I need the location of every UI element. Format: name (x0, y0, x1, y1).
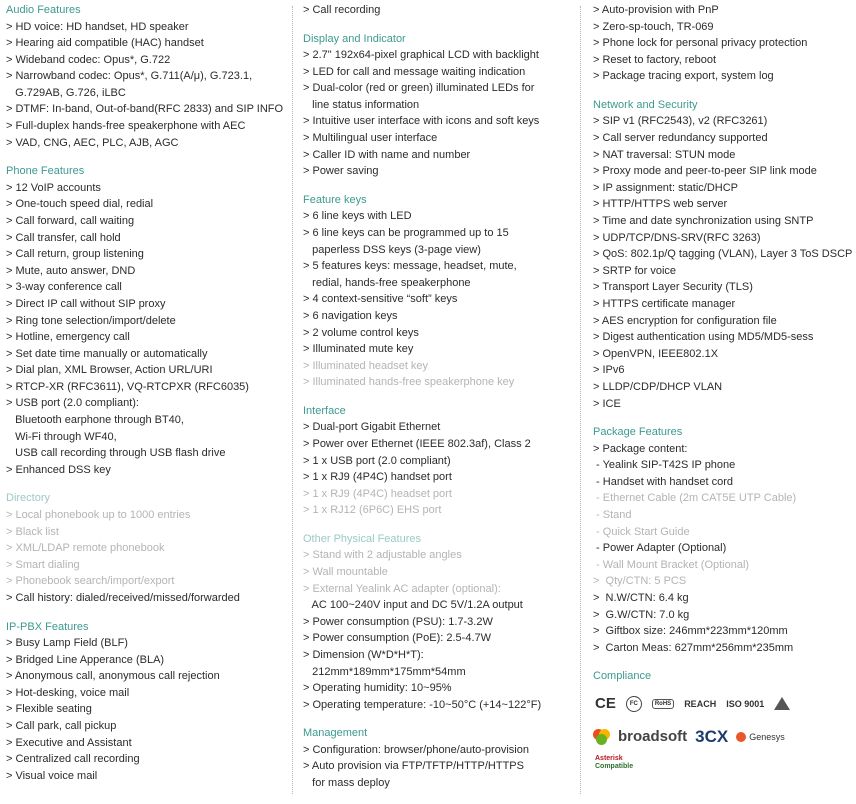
spec-item: > AES encryption for configuration file (593, 314, 777, 327)
spec-item: > Call forward, call waiting (6, 214, 135, 227)
section-heading: Other Physical Features (303, 532, 421, 545)
spec-item: > Multilingual user interface (303, 132, 438, 145)
spec-item: > HTTPS certificate manager (593, 298, 736, 310)
spec-item: > Direct IP call without SIP proxy (6, 297, 166, 310)
asterisk-wordmark: Asterisk (595, 754, 623, 762)
spec-item: > Giftbox size: 246mm*223mm*120mm (593, 625, 788, 638)
spec-item: > Time and date synchronization using SNTP (593, 215, 814, 228)
spec-item: > Phone lock for personal privacy protection (593, 37, 808, 50)
spec-item: > Centralized call recording (6, 753, 140, 766)
spec-item: > Wall mountable (303, 566, 388, 579)
section-phone-features (6, 163, 291, 478)
spec-item: > RTCP-XR (RFC3611), VQ-RTCPXR (RFC6035) (6, 380, 249, 393)
spec-item: > Visual voice mail (6, 769, 98, 782)
spec-item: > Call return, group listening (6, 248, 144, 261)
spec-item: Wi-Fi through WF40, (6, 430, 117, 443)
spec-item: > Phonebook search/import/export (6, 575, 175, 588)
asterisk-compatible-logo (595, 755, 855, 771)
section-heading: Interface (303, 404, 346, 417)
spec-list (593, 441, 855, 657)
spec-list (593, 113, 855, 412)
spec-item: > 6 navigation keys (303, 309, 398, 322)
spec-item: > Hotline, emergency call (6, 331, 130, 344)
spec-item: > Illuminated headset key (303, 359, 429, 372)
broadsoft-mark-icon (593, 729, 615, 745)
spec-item: > Configuration: browser/phone/auto-provision (303, 743, 529, 756)
spec-list (6, 180, 291, 479)
spec-item: > OpenVPN, IEEE802.1X (593, 347, 719, 360)
spec-item: > Auto-provision with PnP (593, 4, 719, 16)
spec-item: > Mute, auto answer, DND (6, 264, 136, 277)
spec-item: > 1 x RJ9 (4P4C) headset port (303, 487, 452, 500)
genesys-wordmark: Genesys (749, 731, 785, 742)
spec-item: > NAT traversal: STUN mode (593, 148, 736, 161)
spec-item: > Proxy mode and peer-to-peer SIP link mode (593, 165, 817, 178)
spec-item: > Package content: (593, 442, 688, 455)
spec-item: - Ethernet Cable (2m CAT5E UTP Cable) (593, 492, 797, 505)
ce-mark-icon: CE (595, 695, 616, 713)
spec-item: > Zero-sp-touch, TR-069 (593, 20, 714, 33)
spec-item: > Anonymous call, anonymous call rejection (6, 670, 220, 683)
spec-item: redial, hands-free speakerphone (303, 276, 471, 289)
spec-item: > Transport Layer Security (TLS) (593, 281, 753, 294)
section-continued (303, 2, 575, 19)
spec-item: > 2 volume control keys (303, 326, 419, 339)
spec-item: > Busy Lamp Field (BLF) (6, 637, 128, 649)
spec-item: > Power consumption (PSU): 1.7-3.2W (303, 615, 493, 628)
spec-item: > USB port (2.0 compliant): (6, 397, 139, 410)
spec-item: > Intuitive user interface with icons and soft keys (303, 115, 540, 128)
spec-column-2 (303, 2, 575, 804)
spec-item: > Call park, call pickup (6, 719, 117, 732)
section-heading: Compliance (593, 670, 652, 683)
genesys-mark-icon (736, 732, 746, 742)
spec-item: > Operating temperature: -10~50°C (+14~122°F) (303, 698, 542, 711)
spec-item: > Auto provision via FTP/TFTP/HTTP/HTTPS (303, 760, 524, 773)
3cx-logo: 3CX (695, 726, 729, 746)
section-heading: Package Features (593, 426, 683, 439)
spec-list (303, 2, 575, 19)
section-heading: Directory (6, 492, 51, 505)
section-heading: Phone Features (6, 165, 85, 178)
spec-item: - Quick Start Guide (593, 525, 690, 538)
section-interface (303, 403, 575, 519)
spec-column-1 (6, 2, 291, 796)
spec-list (6, 635, 291, 784)
spec-item: > Set date time manually or automatically (6, 347, 208, 360)
section-heading: Network and Security (593, 98, 698, 111)
partner-brands-row (593, 721, 855, 753)
spec-item: > Wideband codec: Opus*, G.722 (6, 53, 171, 66)
section-continued (593, 2, 855, 85)
spec-item: USB call recording through USB flash drive (6, 447, 226, 460)
certification-row (595, 691, 855, 717)
section-package-features (593, 424, 855, 656)
section-directory (6, 490, 291, 606)
spec-item: - Wall Mount Bracket (Optional) (593, 558, 750, 571)
spec-item: Bluetooth earphone through BT40, (6, 414, 184, 427)
compatible-label: Compatible (595, 762, 634, 770)
spec-item: > 1 x RJ12 (6P6C) EHS port (303, 504, 442, 517)
spec-item: > VAD, CNG, AEC, PLC, AJB, AGC (6, 136, 179, 149)
spec-list (6, 507, 291, 607)
spec-item: - Yealink SIP-T42S IP phone (593, 459, 736, 472)
spec-item: > One-touch speed dial, redial (6, 198, 154, 211)
spec-item: > 12 VoIP accounts (6, 181, 101, 194)
section-heading: Audio Features (6, 4, 81, 16)
spec-item: > Caller ID with name and number (303, 148, 471, 161)
spec-item: > HD voice: HD handset, HD speaker (6, 20, 189, 33)
spec-item: - Power Adapter (Optional) (593, 542, 727, 555)
section-audio-features (6, 2, 291, 151)
spec-item: > 4 context-sensitive “soft” keys (303, 293, 458, 306)
spec-item: > 3-way conference call (6, 281, 122, 294)
spec-item: > Smart dialing (6, 558, 80, 571)
spec-item: > 6 line keys can be programmed up to 15 (303, 226, 509, 239)
spec-item: > 5 features keys: message, headset, mute, (303, 260, 517, 273)
spec-item: > Flexible seating (6, 703, 92, 716)
section-compliance (593, 668, 855, 771)
spec-item: > Bridged Line Apperance (BLA) (6, 653, 165, 666)
section-heading: Management (303, 727, 368, 740)
spec-item: > SIP v1 (RFC2543), v2 (RFC3261) (593, 115, 768, 128)
rohs-mark-icon: RoHS (652, 699, 674, 709)
compliance-logos (593, 691, 855, 771)
spec-item: > UDP/TCP/DNS-SRV(RFC 3263) (593, 231, 761, 244)
spec-item: AC 100~240V input and DC 5V/1.2A output (303, 599, 523, 612)
spec-item: > 1 x USB port (2.0 compliant) (303, 454, 451, 467)
spec-item: > Power over Ethernet (IEEE 802.3af), Class 2 (303, 437, 531, 450)
spec-item: > LED for call and message waiting indication (303, 65, 526, 78)
spec-item: > Illuminated mute key (303, 343, 414, 356)
column-divider (580, 6, 581, 794)
spec-item: > 2.7" 192x64-pixel graphical LCD with backlight (303, 49, 539, 62)
spec-item: > Narrowband codec: Opus*, G.711(A/μ), G.723.1, (6, 70, 253, 83)
spec-item: for mass deploy (303, 777, 390, 790)
section-heading: Display and Indicator (303, 32, 406, 45)
spec-item: - Handset with handset cord (593, 475, 734, 488)
spec-item: > Hot-desking, voice mail (6, 686, 130, 699)
spec-item: > DTMF: In-band, Out-of-band(RFC 2833) and SIP INFO (6, 103, 284, 116)
spec-item: > Call transfer, call hold (6, 231, 121, 244)
spec-item: > QoS: 802.1p/Q tagging (VLAN), Layer 3 ToS DSCP (593, 248, 853, 261)
spec-item: > Black list (6, 525, 59, 538)
spec-item: line status information (303, 98, 420, 111)
spec-item: > Ring tone selection/import/delete (6, 314, 176, 327)
spec-item: > N.W/CTN: 6.4 kg (593, 592, 689, 604)
spec-item: > Digest authentication using MD5/MD5-sess (593, 331, 814, 344)
spec-item: > Power saving (303, 165, 379, 178)
spec-item: paperless DSS keys (3-page view) (303, 243, 481, 256)
fcc-mark-icon: FC (626, 696, 642, 712)
section-network-and-security (593, 97, 855, 412)
spec-item: > 6 line keys with LED (303, 210, 412, 223)
spec-item: > Operating humidity: 10~95% (303, 682, 452, 695)
spec-item: > Call history: dialed/received/missed/forwarded (6, 591, 240, 604)
broadsoft-logo (593, 728, 687, 745)
section-heading: IP-PBX Features (6, 620, 89, 633)
section-feature-keys (303, 192, 575, 391)
spec-list (593, 2, 855, 85)
spec-column-3 (593, 2, 855, 783)
spec-item: - Stand (593, 509, 632, 522)
iso9001-mark: ISO 9001 (726, 698, 765, 709)
spec-item: > ICE (593, 397, 621, 410)
spec-list (303, 419, 575, 519)
spec-list (303, 547, 575, 713)
spec-item: G.729AB, G.726, iLBC (6, 86, 126, 99)
spec-item: > 1 x RJ9 (4P4C) handset port (303, 471, 452, 484)
section-heading: Feature keys (303, 193, 367, 206)
spec-item: > HTTP/HTTPS web server (593, 198, 728, 211)
spec-item: > XML/LDAP remote phonebook (6, 542, 165, 555)
spec-item: > Call recording (303, 4, 381, 16)
spec-item: > External Yealink AC adapter (optional): (303, 582, 501, 595)
section-display-and-indicator (303, 31, 575, 180)
spec-item: > Illuminated hands-free speakerphone key (303, 376, 515, 389)
spec-item: > Reset to factory, reboot (593, 53, 716, 66)
spec-item: > IPv6 (593, 364, 625, 377)
spec-item: > Call server redundancy supported (593, 132, 768, 145)
spec-item: > Power consumption (PoE): 2.5-4.7W (303, 632, 491, 645)
spec-item: 212mm*189mm*175mm*54mm (303, 665, 466, 678)
spec-item: > SRTP for voice (593, 264, 677, 277)
spec-item: > Enhanced DSS key (6, 463, 111, 476)
spec-item: > Dimension (W*D*H*T): (303, 649, 424, 661)
spec-item: > IP assignment: static/DHCP (593, 181, 738, 194)
spec-item: > G.W/CTN: 7.0 kg (593, 608, 690, 621)
spec-list (303, 742, 575, 792)
spec-list (6, 19, 291, 152)
spec-item: > Local phonebook up to 1000 entries (6, 508, 191, 521)
column-divider (292, 6, 293, 794)
spec-list (303, 47, 575, 180)
broadsoft-wordmark: broadsoft (618, 728, 688, 746)
section-ip-pbx-features (6, 619, 291, 785)
section-other-physical-features (303, 531, 575, 713)
reach-mark: REACH (684, 698, 717, 709)
spec-list (303, 208, 575, 391)
spec-item: > Hearing aid compatible (HAC) handset (6, 37, 204, 50)
section-management (303, 725, 575, 791)
genesys-logo (736, 732, 785, 742)
spec-item: > Dual-color (red or green) illuminated LEDs for (303, 82, 535, 95)
spec-item: > Executive and Assistant (6, 736, 132, 749)
spec-item: > Qty/CTN: 5 PCS (593, 575, 687, 588)
spec-item: > Carton Meas: 627mm*256mm*235mm (593, 641, 794, 654)
spec-item: > Stand with 2 adjustable angles (303, 549, 462, 562)
spec-item: > Full-duplex hands-free speakerphone with AEC (6, 120, 246, 133)
spec-item: > LLDP/CDP/DHCP VLAN (593, 380, 723, 393)
spec-item: > Dual-port Gigabit Ethernet (303, 421, 441, 434)
spec-item: > Dial plan, XML Browser, Action URL/URI (6, 364, 213, 377)
spec-item: > Package tracing export, system log (593, 70, 774, 83)
safety-triangle-icon (774, 697, 790, 710)
